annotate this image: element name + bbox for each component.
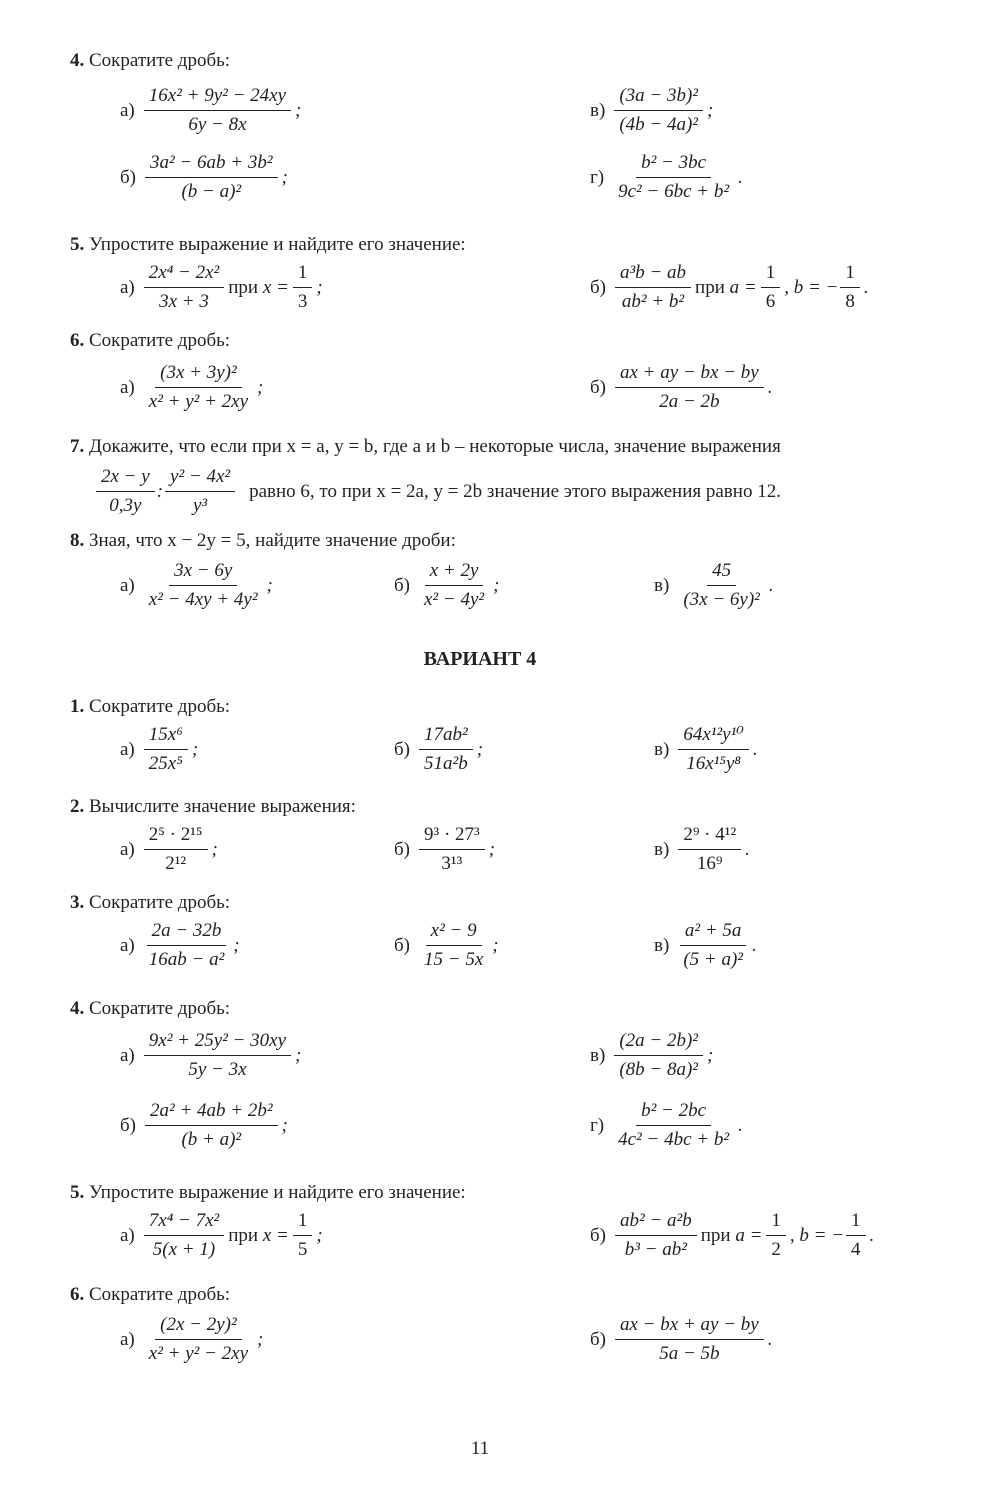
denominator: (4b − 4a)² (619, 114, 698, 135)
task-title: Сократите дробь: (89, 696, 231, 717)
punct: ; (706, 99, 714, 121)
numerator: 3a² − 6ab + 3b² (145, 152, 278, 178)
item-label: в) (654, 838, 670, 860)
punct: . (863, 276, 869, 298)
numerator: 15x⁶ (144, 724, 188, 750)
item-label: б) (394, 838, 410, 860)
item-label: б) (590, 1328, 606, 1350)
task-8-heading (70, 530, 456, 552)
task-8b (394, 560, 499, 611)
numerator: 1 (766, 1210, 786, 1236)
denominator: 16x¹⁵y⁸ (686, 753, 741, 774)
v4-task-2c (654, 824, 750, 875)
value-fraction (846, 1210, 866, 1261)
numerator: ax − bx + ay − by (615, 1314, 764, 1340)
value-fraction (293, 1210, 313, 1261)
punct: ; (211, 838, 218, 860)
numerator: 1 (293, 262, 313, 288)
task-6b (590, 362, 772, 413)
pri-word: при (695, 276, 725, 298)
v4-task-4b (120, 1100, 288, 1151)
item-label: а) (120, 1224, 135, 1246)
task-text: равно 6, то при x = 2a, y = 2b значение этого выражения равно 12. (249, 480, 781, 502)
task-7-heading (70, 436, 781, 458)
v4-task-3b (394, 920, 499, 971)
value-fraction (293, 262, 313, 313)
item-label: а) (120, 99, 135, 121)
item-label: а) (120, 276, 135, 298)
denominator: 6y − 8x (188, 114, 247, 135)
denominator: 25x⁵ (148, 753, 183, 774)
denominator: (b + a)² (181, 1129, 242, 1150)
punct: ; (492, 934, 499, 956)
numerator: (3x + 3y)² (155, 362, 242, 388)
denominator: 4 (851, 1239, 861, 1260)
fraction (678, 560, 765, 611)
numerator: 3x − 6y (169, 560, 237, 586)
task-title: Сократите дробь: (89, 1284, 231, 1305)
denominator: (8b − 8a)² (619, 1059, 698, 1080)
condition: x = (262, 1224, 289, 1246)
v4-task-5b (590, 1210, 874, 1261)
punct: . (767, 1328, 773, 1350)
item-label: б) (394, 738, 410, 760)
pri-word: при (700, 1224, 731, 1246)
task-number: 6. (70, 1284, 85, 1305)
numerator: y² − 4x² (165, 466, 235, 492)
punct: ; (476, 738, 484, 760)
punct: . (751, 934, 757, 956)
v4-task-5a (120, 1210, 323, 1261)
numerator: 2a − 32b (147, 920, 227, 946)
denominator: ab² + b² (621, 291, 685, 312)
denominator: x² + y² + 2xy (148, 391, 249, 412)
punct: ; (233, 934, 240, 956)
fraction (419, 824, 485, 875)
v4-task-2b (394, 824, 495, 875)
punct: . (745, 838, 750, 860)
item-label: г) (590, 1114, 605, 1136)
punct: ; (316, 276, 323, 298)
v4-task-4d (590, 1100, 743, 1151)
punct: ; (257, 1328, 264, 1350)
fraction (678, 824, 741, 875)
fraction (615, 1314, 764, 1365)
item-label: б) (590, 276, 606, 298)
condition: a = (729, 276, 757, 298)
item-label: в) (590, 1044, 606, 1066)
fraction (144, 85, 291, 136)
task-8c (654, 560, 774, 611)
task-5b (590, 262, 869, 313)
fraction (419, 560, 489, 611)
numerator: ax + ay − bx − by (615, 362, 764, 388)
v4-task-6a (120, 1314, 263, 1365)
denominator: 5a − 5b (659, 1343, 720, 1364)
task-number: 8. (70, 530, 85, 551)
numerator: 9x² + 25y² − 30xy (144, 1030, 291, 1056)
v4-task-4c (590, 1030, 713, 1081)
fraction (144, 1314, 253, 1365)
item-label: б) (590, 376, 606, 398)
numerator: 1 (293, 1210, 313, 1236)
task-title: Сократите дробь: (89, 50, 231, 71)
denominator: b³ − ab² (624, 1239, 687, 1260)
item-label: б) (394, 934, 410, 956)
punct: ; (281, 1114, 288, 1136)
item-label: б) (120, 166, 136, 188)
punct: . (738, 1114, 743, 1136)
v4-task-1a (120, 724, 198, 775)
punct: . (752, 738, 758, 760)
denominator: 6 (765, 291, 776, 312)
condition: a = (735, 1224, 763, 1246)
task-number: 4. (70, 998, 85, 1019)
fraction (96, 466, 155, 517)
v4-task-3-heading (70, 892, 230, 914)
task-title: Вычислите значение выражения: (89, 796, 356, 817)
denominator: 51a²b (424, 753, 468, 774)
punct: ; (281, 166, 288, 188)
item-label: б) (590, 1224, 606, 1246)
task-number: 6. (70, 330, 85, 351)
task-number: 2. (70, 796, 85, 817)
item-label: в) (654, 574, 670, 596)
fraction (615, 262, 691, 313)
denominator: 8 (845, 291, 855, 312)
item-label: в) (654, 934, 670, 956)
variant-title: ВАРИАНТ 4 (423, 648, 537, 670)
denominator: 2a − 2b (659, 391, 720, 412)
fraction (144, 824, 208, 875)
denominator: 3¹³ (441, 853, 463, 874)
v4-task-3c (654, 920, 757, 971)
denominator: (5 + a)² (683, 949, 743, 970)
fraction (144, 1210, 225, 1261)
task-number: 3. (70, 892, 85, 913)
fraction (614, 1030, 703, 1081)
task-4-heading (70, 50, 230, 72)
punct: ; (706, 1044, 714, 1066)
denominator: y³ (192, 495, 208, 516)
fraction (144, 724, 188, 775)
numerator: 2x⁴ − 2x² (144, 262, 225, 288)
fraction (144, 560, 263, 611)
v4-task-1-heading (70, 696, 230, 718)
fraction (144, 362, 253, 413)
numerator: x² − 9 (426, 920, 482, 946)
punct: . (767, 376, 773, 398)
numerator: 2x − y (96, 466, 155, 492)
fraction (615, 362, 764, 413)
task-7-expression (96, 466, 781, 517)
denominator: 3x + 3 (159, 291, 209, 312)
task-5-heading (70, 234, 466, 256)
numerator: 64x¹²y¹⁰ (678, 724, 749, 750)
fraction (144, 920, 230, 971)
punct: . (768, 574, 774, 596)
fraction (615, 1210, 697, 1261)
punct: ; (295, 99, 302, 121)
denominator: 4c² − 4bc + b² (618, 1129, 730, 1150)
task-8a (120, 560, 273, 611)
v4-task-6b (590, 1314, 772, 1365)
denominator: 3 (297, 291, 308, 312)
item-label: б) (394, 574, 410, 596)
numerator: 2⁹ · 4¹² (678, 824, 741, 850)
denominator: x² − 4xy + 4y² (148, 589, 258, 610)
punct: ; (493, 574, 500, 596)
numerator: (2a − 2b)² (614, 1030, 703, 1056)
page-number: 11 (470, 1438, 490, 1459)
denominator: 9c² − 6bc + b² (618, 181, 730, 202)
item-label: в) (654, 738, 670, 760)
numerator: 9³ · 27³ (419, 824, 485, 850)
v4-task-4a (120, 1030, 301, 1081)
pri-word: при (228, 1224, 259, 1246)
denominator: (3x − 6y)² (683, 589, 760, 610)
denominator: 16⁹ (696, 853, 723, 874)
denominator: (b − a)² (181, 181, 242, 202)
denominator: 2¹² (165, 853, 187, 874)
condition: , b = − (784, 276, 839, 298)
v4-task-2-heading (70, 796, 356, 818)
item-label: а) (120, 738, 135, 760)
item-label: а) (120, 838, 135, 860)
numerator: 2⁵ · 2¹⁵ (144, 824, 208, 850)
fraction (165, 466, 235, 517)
denominator: 5(x + 1) (152, 1239, 216, 1260)
denominator: 16ab − a² (148, 949, 225, 970)
v4-task-5-heading (70, 1182, 466, 1204)
task-title: Сократите дробь: (89, 330, 231, 351)
numerator: a² + 5a (680, 920, 747, 946)
item-label: а) (120, 1328, 135, 1350)
v4-task-1b (394, 724, 483, 775)
punct: ; (488, 838, 496, 860)
v4-task-6-heading (70, 1284, 230, 1306)
punct: . (738, 166, 743, 188)
denominator: 5y − 3x (188, 1059, 247, 1080)
item-label: а) (120, 1044, 135, 1066)
task-4c (590, 85, 713, 136)
fraction (145, 1100, 278, 1151)
denominator: 2 (771, 1239, 781, 1260)
fraction (678, 724, 749, 775)
item-label: в) (590, 99, 606, 121)
item-label: а) (120, 934, 135, 956)
fraction (145, 152, 278, 203)
fraction (614, 85, 703, 136)
numerator: (3a − 3b)² (614, 85, 703, 111)
task-6-heading (70, 330, 230, 352)
punct: ; (266, 574, 273, 596)
task-4b (120, 152, 288, 203)
numerator: 17ab² (419, 724, 473, 750)
condition: x = (262, 276, 289, 298)
numerator: a³b − ab (615, 262, 691, 288)
v4-task-2a (120, 824, 218, 875)
punct: ; (295, 1044, 302, 1066)
punct: ; (257, 376, 264, 398)
numerator: 45 (707, 560, 736, 586)
numerator: ab² − a²b (615, 1210, 697, 1236)
colon: : (156, 480, 164, 502)
condition: , b = − (789, 1224, 845, 1246)
v4-task-4-heading (70, 998, 230, 1020)
item-label: а) (120, 574, 135, 596)
numerator: b² − 2bc (636, 1100, 711, 1126)
task-6a (120, 362, 263, 413)
denominator: 5 (297, 1239, 308, 1260)
fraction (144, 262, 225, 313)
numerator: 16x² + 9y² − 24xy (144, 85, 291, 111)
item-label: г) (590, 166, 605, 188)
punct: ; (316, 1224, 323, 1246)
pri-word: при (228, 276, 259, 298)
numerator: 1 (761, 262, 781, 288)
item-label: б) (120, 1114, 136, 1136)
numerator: b² − 3bc (636, 152, 711, 178)
value-fraction (766, 1210, 786, 1261)
fraction (144, 1030, 291, 1081)
denominator: x² − 4y² (424, 589, 485, 610)
denominator: x² + y² − 2xy (148, 1343, 249, 1364)
value-fraction (761, 262, 781, 313)
denominator: 15 − 5x (424, 949, 484, 970)
task-number: 1. (70, 696, 85, 717)
fraction (419, 920, 488, 971)
punct: ; (191, 738, 199, 760)
fraction (678, 920, 748, 971)
numerator: x + 2y (425, 560, 484, 586)
value-fraction (840, 262, 860, 313)
task-number: 5. (70, 1182, 85, 1203)
v4-task-3a (120, 920, 240, 971)
item-label: а) (120, 376, 135, 398)
numerator: 2a² + 4ab + 2b² (145, 1100, 278, 1126)
task-4d (590, 152, 743, 203)
denominator: 0,3y (109, 495, 142, 516)
numerator: 7x⁴ − 7x² (144, 1210, 225, 1236)
task-title: Зная, что x − 2y = 5, найдите значение дроби: (89, 530, 456, 551)
fraction (419, 724, 473, 775)
task-title: Упростите выражение и найдите его значение: (89, 234, 466, 255)
task-title: Упростите выражение и найдите его значение: (89, 1182, 466, 1203)
task-number: 5. (70, 234, 85, 255)
fraction (613, 152, 734, 203)
task-number: 4. (70, 50, 85, 71)
task-number: 7. (70, 436, 85, 457)
numerator: 1 (846, 1210, 866, 1236)
numerator: 1 (840, 262, 860, 288)
task-4a (120, 85, 301, 136)
task-title: Сократите дробь: (89, 892, 231, 913)
v4-task-1c (654, 724, 758, 775)
task-5a (120, 262, 323, 313)
punct: . (869, 1224, 875, 1246)
task-title: Сократите дробь: (89, 998, 231, 1019)
task-text: Докажите, что если при x = a, y = b, где a и b – некоторые числа, значение выражения (89, 436, 781, 457)
numerator: (2x − 2y)² (155, 1314, 242, 1340)
fraction (613, 1100, 734, 1151)
